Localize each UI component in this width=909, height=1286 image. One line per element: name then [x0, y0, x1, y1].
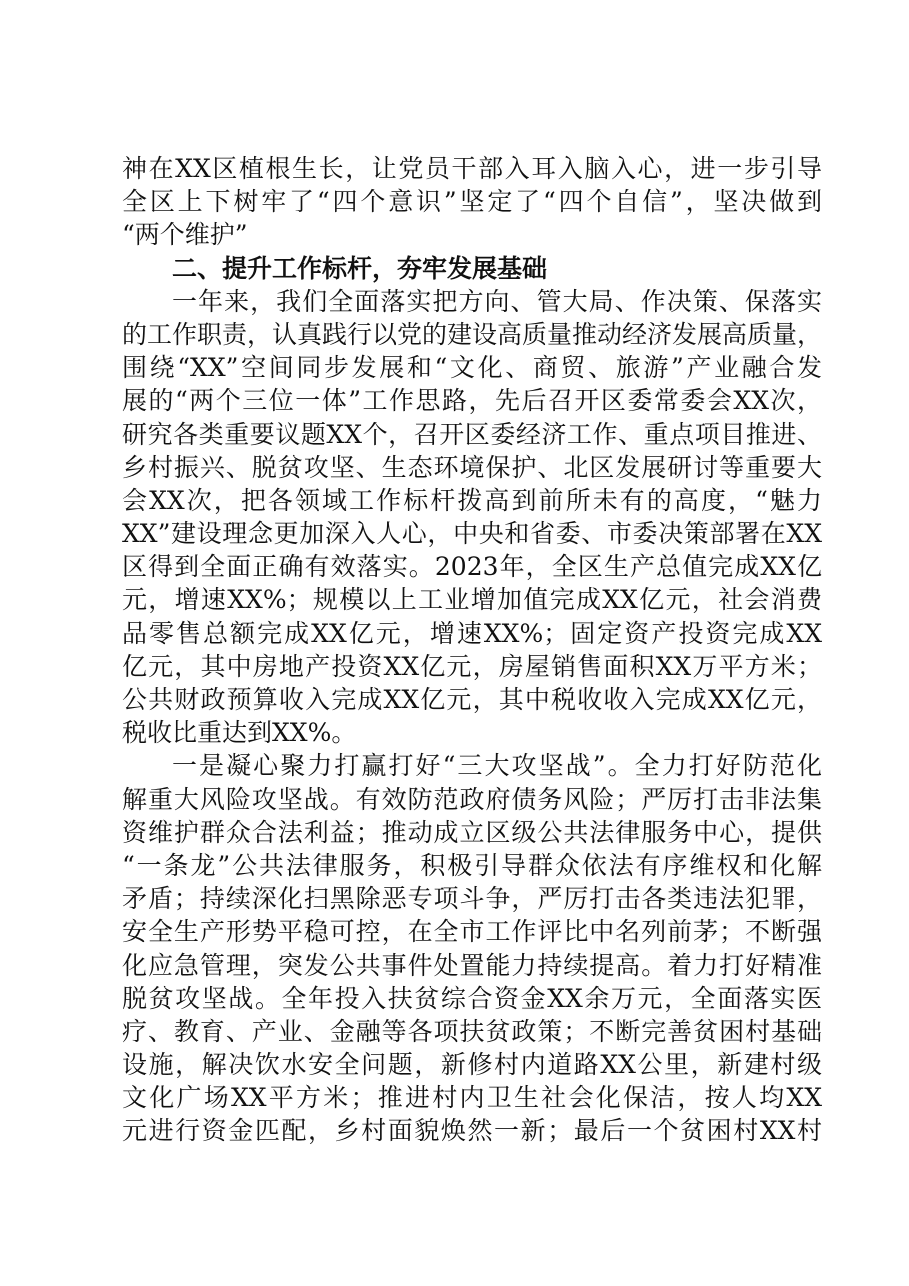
paragraph-2-line-1: 一年来，我们全面落实把方向、管大局、作决策、保落实: [172, 286, 822, 316]
paragraph-2-line-11: 品零售总额完成XX亿元，增速XX%；固定资产投资完成XX: [122, 618, 822, 648]
paragraph-1-line-2: 全区上下树牢了“四个意识”坚定了“四个自信”，坚决做到: [122, 187, 822, 217]
paragraph-2-line-3: 围绕“XX”空间同步发展和“文化、商贸、旅游”产业融合发: [122, 353, 822, 383]
paragraph-2-line-13: 公共财政预算收入完成XX亿元，其中税收收入完成XX亿元，: [122, 685, 822, 714]
paragraph-2-line-6: 乡村振兴、脱贫攻坚、生态环境保护、北区发展研讨等重要大: [122, 452, 822, 482]
paragraph-2-line-8: XX”建设理念更加深入人心，中央和省委、市委决策部署在XX: [122, 519, 822, 549]
paragraph-3-line-10: 设施，解决饮水安全问题，新修村内道路XX公里，新建村级: [122, 1050, 822, 1080]
paragraph-2-line-2: 的工作职责，认真践行以党的建设高质量推动经济发展高质量，: [122, 319, 822, 349]
paragraph-3-line-7: 化应急管理，突发公共事件处置能力持续提高。着力打好精准: [122, 950, 822, 980]
paragraph-2-line-5: 研究各类重要议题XX个，召开区委经济工作、重点项目推进、: [122, 419, 822, 449]
paragraph-2-line-4: 展的“两个三位一体”工作思路，先后召开区委常委会XX次，: [122, 386, 822, 416]
paragraph-1-line-1: 神在XX区植根生长，让党员干部入耳入脑入心，进一步引导: [122, 154, 822, 183]
paragraph-3-line-11: 文化广场XX平方米；推进村内卫生社会化保洁，按人均XX: [122, 1083, 822, 1113]
document-body: [122, 152, 822, 1148]
paragraph-3-line-4: “一条龙”公共法律服务，积极引导群众依法有序维权和化解: [122, 850, 822, 880]
section-heading-2: 二、提升工作标杆，夯牢发展基础: [172, 253, 548, 283]
paragraph-2-line-12: 亿元，其中房地产投资XX亿元，房屋销售面积XX万平方米；: [122, 651, 822, 681]
paragraph-3-line-12: 元进行资金匹配，乡村面貌焕然一新；最后一个贫困村XX村: [122, 1116, 822, 1146]
paragraph-3-line-3: 资维护群众合法利益；推动成立区级公共法律服务中心，提供: [122, 817, 822, 847]
paragraph-2-line-10: 元，增速XX%；规模以上工业增加值完成XX亿元，社会消费: [122, 585, 822, 615]
paragraph-2-line-9: 区得到全面正确有效落实。2023年，全区生产总值完成XX亿: [122, 552, 822, 582]
paragraph-3-line-5: 矛盾；持续深化扫黑除恶专项斗争，严厉打击各类违法犯罪，: [122, 884, 822, 914]
paragraph-2-line-14: 税收比重达到XX%。: [122, 718, 357, 748]
paragraph-3-line-9: 疗、教育、产业、金融等各项扶贫政策；不断完善贫困村基础: [122, 1016, 822, 1046]
paragraph-3-line-8: 脱贫攻坚战。全年投入扶贫综合资金XX余万元，全面落实医: [122, 983, 822, 1013]
paragraph-2-line-7: 会XX次，把各领域工作标杆拨高到前所未有的高度，“魅力: [122, 485, 822, 515]
paragraph-3-line-2: 解重大风险攻坚战。有效防范政府债务风险；严厉打击非法集: [122, 784, 822, 814]
paragraph-3-line-6: 安全生产形势平稳可控，在全市工作评比中名列前茅；不断强: [122, 917, 822, 947]
paragraph-1-line-3: “两个维护”: [122, 220, 248, 250]
paragraph-3-line-1: 一是凝心聚力打赢打好“三大攻坚战”。全力打好防范化: [172, 751, 822, 781]
